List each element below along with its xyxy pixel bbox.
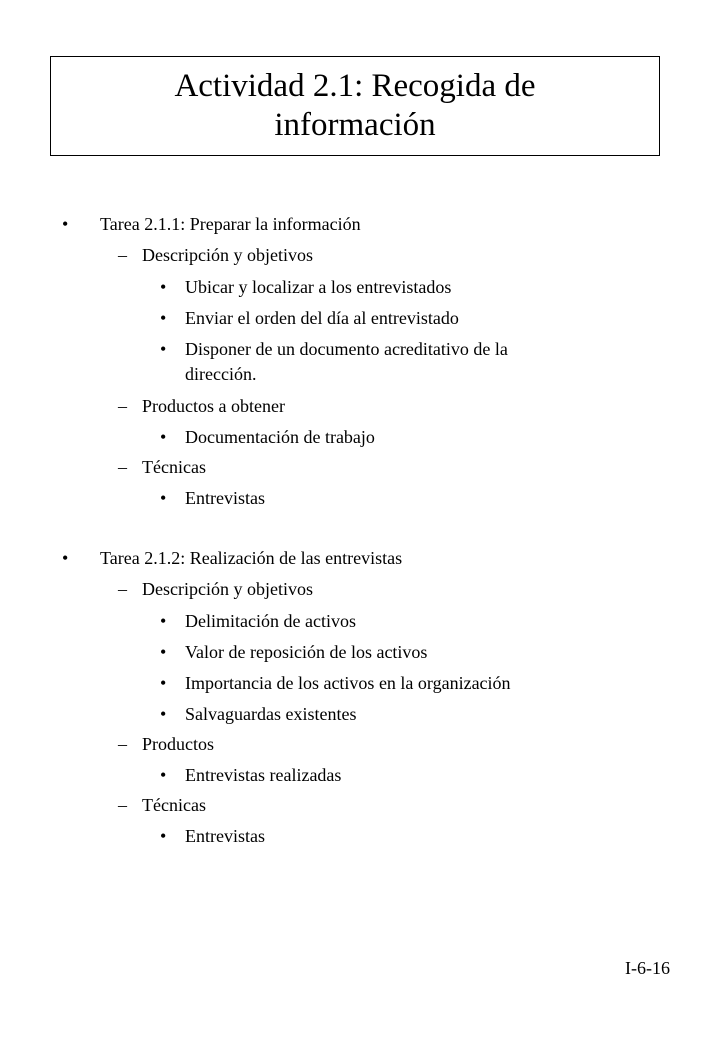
dash-marker: – bbox=[118, 734, 127, 754]
task-1-desc-item: Disponer de un documento acreditativo de la bbox=[185, 339, 508, 359]
task-2-heading: Tarea 2.1.2: Realización de las entrevistas bbox=[100, 548, 403, 568]
dash-marker: – bbox=[118, 245, 127, 265]
dash-marker: – bbox=[118, 457, 127, 477]
bullet-marker: • bbox=[160, 339, 167, 359]
task-1-desc-item: Ubicar y localizar a los entrevistados bbox=[185, 277, 452, 297]
bullet-marker: • bbox=[160, 611, 167, 631]
task-1-desc-item-continuation: dirección. bbox=[185, 364, 257, 384]
bullet-marker: • bbox=[160, 427, 167, 447]
task-2-products-item: Entrevistas realizadas bbox=[185, 765, 342, 785]
dash-marker: – bbox=[118, 579, 127, 599]
page-number: I-6-16 bbox=[625, 958, 670, 978]
task-1-desc-label: Descripción y objetivos bbox=[142, 245, 313, 265]
dash-marker: – bbox=[118, 795, 127, 815]
bullet-marker: • bbox=[160, 277, 167, 297]
bullet-marker: • bbox=[160, 704, 167, 724]
task-2-desc-item: Salvaguardas existentes bbox=[185, 704, 357, 724]
bullet-marker: • bbox=[62, 548, 69, 568]
task-2-tech-label: Técnicas bbox=[142, 795, 206, 815]
task-1-tech-item: Entrevistas bbox=[185, 488, 265, 508]
bullet-marker: • bbox=[160, 308, 167, 328]
task-1-tech-label: Técnicas bbox=[142, 457, 206, 477]
task-1-heading: Tarea 2.1.1: Preparar la información bbox=[100, 214, 361, 234]
bullet-marker: • bbox=[160, 765, 167, 785]
bullet-marker: • bbox=[160, 826, 167, 846]
dash-marker: – bbox=[118, 396, 127, 416]
task-2-desc-item: Importancia de los activos en la organización bbox=[185, 673, 511, 693]
slide-title-line-2: información bbox=[274, 107, 436, 143]
bullet-marker: • bbox=[160, 488, 167, 508]
task-2-desc-item: Delimitación de activos bbox=[185, 611, 356, 631]
bullet-marker: • bbox=[160, 642, 167, 662]
task-1-desc-item: Enviar el orden del día al entrevistado bbox=[185, 308, 459, 328]
task-1-products-item: Documentación de trabajo bbox=[185, 427, 375, 447]
slide-title-line-1: Actividad 2.1: Recogida de bbox=[174, 68, 536, 104]
bullet-marker: • bbox=[62, 214, 69, 234]
task-1-products-label: Productos a obtener bbox=[142, 396, 285, 416]
task-2-tech-item: Entrevistas bbox=[185, 826, 265, 846]
task-2-desc-label: Descripción y objetivos bbox=[142, 579, 313, 599]
bullet-marker: • bbox=[160, 673, 167, 693]
task-2-desc-item: Valor de reposición de los activos bbox=[185, 642, 428, 662]
task-2-products-label: Productos bbox=[142, 734, 214, 754]
